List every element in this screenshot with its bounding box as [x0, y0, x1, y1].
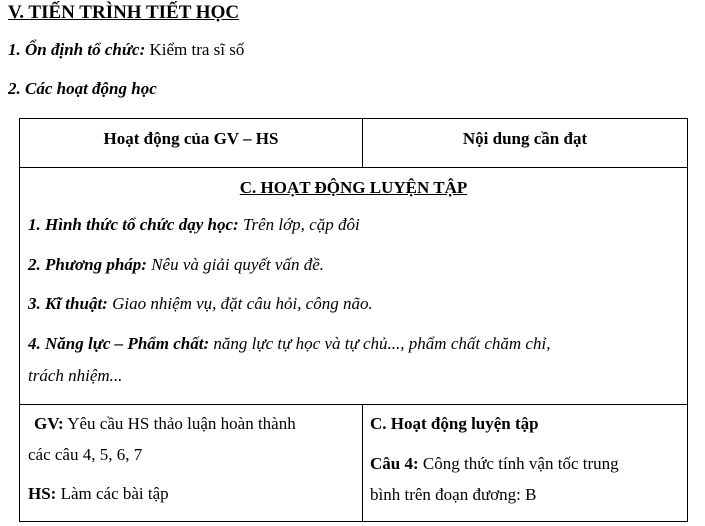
row-hinh-thuc [28, 210, 360, 240]
gv-label: GV: [34, 414, 64, 433]
gv-line [34, 409, 296, 439]
row-phuong-phap [28, 250, 324, 280]
activity-title: C. HOẠT ĐỘNG LUYỆN TẬP [239, 178, 468, 197]
right-title: C. Hoạt động luyện tập [370, 414, 539, 433]
hs-text: Làm các bài tập [56, 484, 169, 503]
cau-4-line-2: bình trên đoạn đương: B [370, 485, 537, 504]
row-phuong-phap-label: 2. Phương pháp: [28, 255, 147, 274]
cau-4-line [370, 449, 619, 479]
gv-line-2: các câu 4, 5, 6, 7 [28, 445, 143, 464]
cau-4-label: Câu 4: [370, 454, 419, 473]
gv-text: Yêu cầu HS thảo luận hoàn thành [63, 414, 296, 433]
row-nang-luc-text: năng lực tự học và tự chủ..., phẩm chất chăm chỉ, [209, 334, 551, 353]
activity-table [19, 118, 688, 522]
cau-4-text: Công thức tính vận tốc trung [418, 454, 619, 473]
bottom-divider [362, 404, 363, 522]
item-1 [8, 40, 244, 60]
header-bottom-line [20, 167, 687, 168]
row-ki-thuat-label: 3. Kĩ thuật: [28, 294, 108, 313]
row-nang-luc-label: 4. Năng lực – Phẩm chất: [28, 334, 210, 353]
hs-line [28, 479, 169, 509]
section-title: V. TIẾN TRÌNH TIẾT HỌC [8, 2, 240, 23]
header-gv-hs: Hoạt động của GV – HS [103, 129, 279, 148]
item-2-label: 2. Các hoạt động học [8, 79, 157, 98]
header-noi-dung: Nội dung cần đạt [462, 129, 588, 148]
row-hinh-thuc-label: 1. Hình thức tổ chức dạy học: [28, 215, 239, 234]
row-ki-thuat [28, 289, 373, 319]
row-hinh-thuc-text: Trên lớp, cặp đôi [238, 215, 360, 234]
middle-bottom-line [20, 404, 687, 405]
row-phuong-phap-text: Nêu và giải quyết vấn đề. [146, 255, 324, 274]
item-1-label: 1. Ổn định tổ chức: [8, 40, 146, 59]
row-nang-luc [28, 329, 550, 359]
row-ki-thuat-text: Giao nhiệm vụ, đặt câu hỏi, công não. [107, 294, 373, 313]
item-1-text: Kiểm tra sĩ số [145, 40, 245, 59]
row-nang-luc-cont: trách nhiệm... [28, 366, 123, 385]
hs-label: HS: [28, 484, 57, 503]
